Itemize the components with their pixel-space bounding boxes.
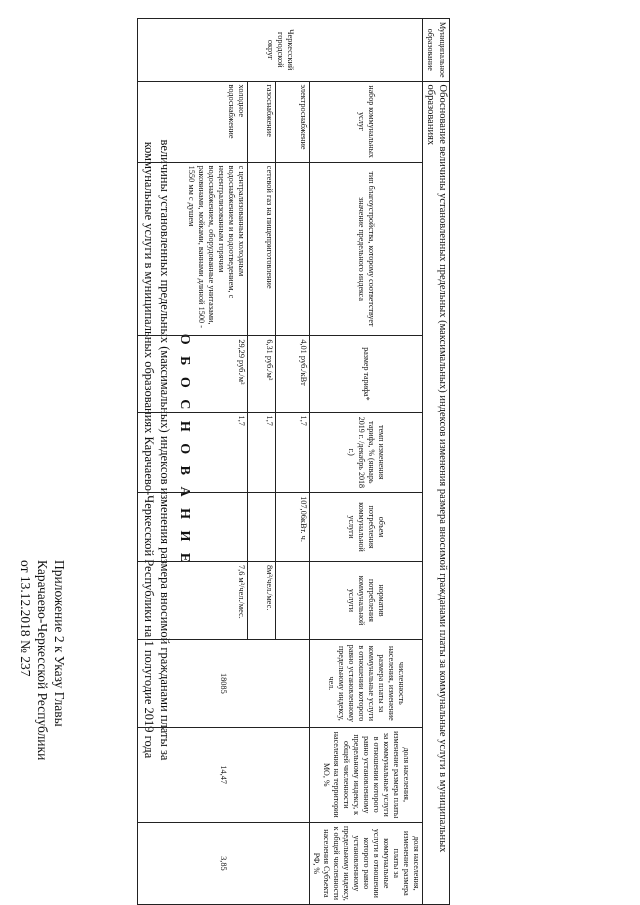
population-count-cell: 18085 — [138, 640, 310, 728]
header-services: набор коммунальных услуг — [310, 81, 423, 162]
appendix-line-2: Карачаево-Черкесской Республики — [35, 560, 50, 761]
header-tariff-change: темп изменения тарифа, % (январь 2019 г. /декабрь 2018 г.) — [310, 412, 423, 493]
table-row — [276, 19, 310, 905]
tariff-change-cell: 1,7 — [138, 412, 248, 493]
header-volume: объем потребления коммунальной услуги — [310, 493, 423, 562]
municipality-cell: Черкесский городской округ — [138, 19, 423, 82]
header-improvement: тип благоустройства, которому соответствует значение предельного индекса — [310, 162, 423, 336]
header-group: Обоснование величины установленных предельных (максимальных) индексов изменения размера вносимой гражданами платы за коммунальные услуги в муниципальных образованиях — [423, 81, 450, 904]
share-subject-cell: 3,85 — [138, 822, 310, 904]
document-title: О Б О С Н О В А Н И Е — [177, 333, 192, 567]
tariff-cell: 6,31 руб./м³ — [248, 336, 276, 412]
header-population-count: численность населения, изменение размера платы за коммунальные услуги в отношении которого равно установленному предельному индексу, чел. — [310, 640, 423, 728]
service-cell: электроснабжение — [276, 81, 310, 162]
improvement-cell: сетевой газ на пищеприготовление — [248, 162, 276, 336]
justification-table — [137, 18, 450, 905]
appendix-line-3: от 13.12.2018 № 237 — [18, 560, 33, 677]
tariff-change-cell: 1,7 — [248, 412, 276, 493]
appendix-note — [17, 560, 68, 890]
tariff-change-cell: 1,7 — [276, 412, 310, 493]
volume-cell — [138, 493, 248, 562]
volume-cell — [248, 493, 276, 562]
tariff-cell: 4,01 руб./кВт — [276, 336, 310, 412]
service-cell: газоснабжение — [248, 81, 276, 162]
header-norm: норматив потребления коммунальной услуги — [310, 561, 423, 639]
header-share-mo: доля населения, изменение размера платы за коммунальные услуги в отношении которого равно установленному предельному индексу, к общей численности населения на территории МО, % — [310, 727, 423, 822]
improvement-cell: с централизованным холодным водоснабжением и водоотведением, с нецентрализованным горячим водоснабжением, оборудованные унитазами, раковинами, мойками, ваннами длиной 1500 - 1550 мм с душем — [138, 162, 248, 336]
header-municipality: Муниципальное образование — [423, 19, 450, 82]
header-tariff: размер тарифа* — [310, 336, 423, 412]
service-cell: холодное водоснабжение — [138, 81, 248, 162]
header-share-subject: доля населения, изменение размера платы за коммунальные услуги в отношении которого равно установленному предельному индексу, к общей численности населения Субъекта РФ, % — [310, 822, 423, 904]
norm-cell — [276, 561, 310, 639]
appendix-line-1: Приложение 2 к Указу Главы — [52, 560, 67, 727]
improvement-cell — [276, 162, 310, 336]
tariff-cell: 29,29 руб./м³ — [138, 336, 248, 412]
volume-cell: 107,06кВт. ч. — [276, 493, 310, 562]
document-subtitle: величины установленных предельных (максимальных) индексов изменения размера вносимой гражданами платы за коммунальные услуги в муниципальных образованиях Карачаево-Черкесской Республики на 1 полугодие 2019 года — [142, 139, 172, 761]
share-mo-cell: 14,47 — [138, 727, 310, 822]
norm-cell: 8м³/чел./мес. — [248, 561, 276, 639]
norm-cell: 7,6 м³/чел./мес. — [138, 561, 248, 639]
